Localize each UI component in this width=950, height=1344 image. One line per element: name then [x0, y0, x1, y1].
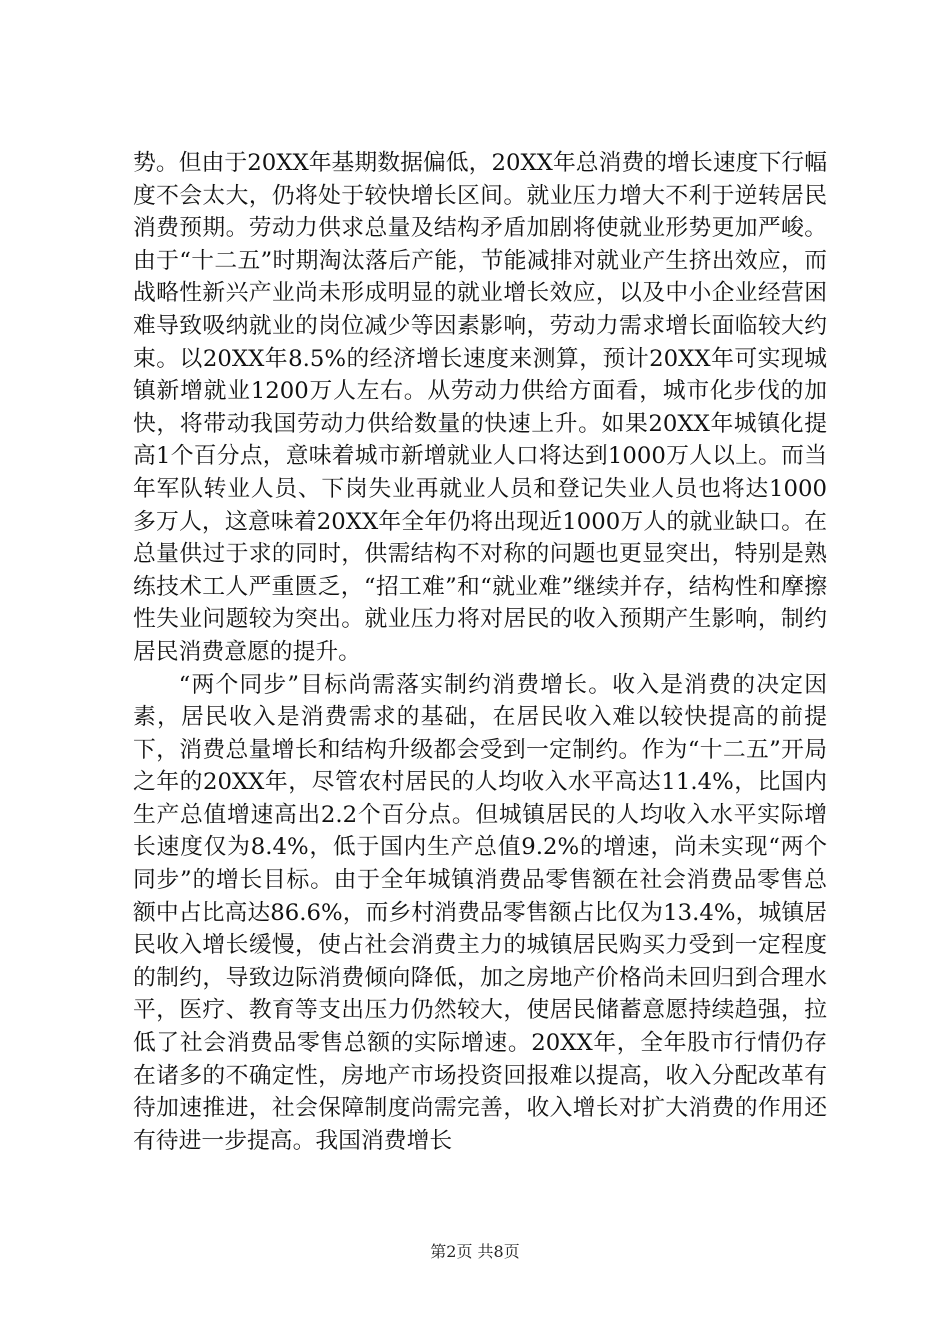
page-footer: 第2页 共8页: [430, 1242, 520, 1261]
document-body: [133, 147, 827, 1157]
paragraph-2: “两个同步”目标尚需落实制约消费增长。收入是消费的决定因素，居民收入是消费需求的基础，在居民收入难以较快提高的前提下，消费总量增长和结构升级都会受到一定制约。作为“十二五”开局之年的20XX年，尽管农村居民的人均收入水平高达11.4%，比国内生产总值增速高出2.2个百分点。但城镇居民的人均收入水平实际增长速度仅为8.4%，低于国内生产总值9.2%的增速，尚未实现“两个同步”的增长目标。由于全年城镇消费品零售额在社会消费品零售总额中占比高达86.6%，而乡村消费品零售额占比仅为13.4%，城镇居民收入增长缓慢，使占社会消费主力的城镇居民购买力受到一定程度的制约，导致边际消费倾向降低，加之房地产价格尚未回归到合理水平，医疗、教育等支出压力仍然较大，使居民储蓄意愿持续趋强，拉低了社会消费品零售总额的实际增速。20XX年，全年股市行情仍存在诸多的不确定性，房地产市场投资回报难以提高，收入分配改革有待加速推进，社会保障制度尚需完善，收入增长对扩大消费的作用还有待进一步提高。我国消费增长: [133, 671, 827, 1154]
paragraph-1: 势。但由于20XX年基期数据偏低，20XX年总消费的增长速度下行幅度不会太大，仍将处于较快增长区间。就业压力增大不利于逆转居民消费预期。劳动力供求总量及结构矛盾加剧将使就业形势更加严峻。由于“十二五”时期淘汰落后产能，节能减排对就业产生挤出效应，而战略性新兴产业尚未形成明显的就业增长效应，以及中小企业经营困难导致吸纳就业的岗位减少等因素影响，劳动力需求增长面临较大约束。以20XX年8.5%的经济增长速度来测算，预计20XX年可实现城镇新增就业1200万人左右。从劳动力供给方面看，城市化步伐的加快，将带动我国劳动力供给数量的快速上升。如果20XX年城镇化提高1个百分点，意味着城市新增就业人口将达到1000万人以上。而当年军队转业人员、下岗失业再就业人员和登记失业人员也将达1000多万人，这意味着20XX年全年仍将出现近1000万人的就业缺口。在总量供过于求的同时，供需结构不对称的问题也更显突出，特别是熟练技术工人严重匮乏，“招工难”和“就业难”继续并存，结构性和摩擦性失业问题较为突出。就业压力将对居民的收入预期产生影响，制约居民消费意愿的提升。: [133, 150, 827, 665]
